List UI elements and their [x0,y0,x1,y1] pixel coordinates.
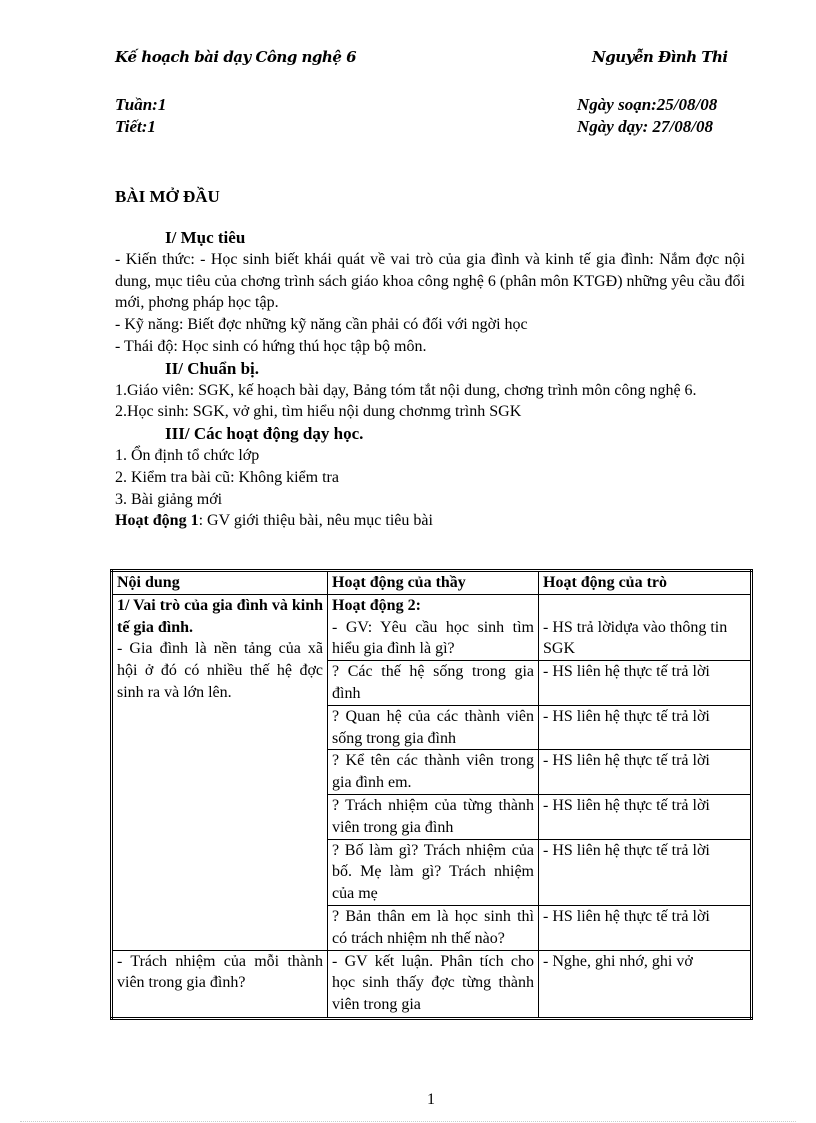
student-cell: - HS liên hệ thực tế trả lời [539,661,752,706]
teacher-cell: ? Quan hệ của các thành viên sống trong gia đình [328,705,539,750]
student-item: - HS trả lờidựa vào thông tin SGK [543,618,728,658]
header-teacher: Hoạt động của thầy [328,571,539,595]
activity-1-line [115,510,745,532]
teacher-cell: ? Các thế hệ sống trong gia đình [328,661,539,706]
page-number: 1 [427,1091,435,1108]
lesson-body [115,227,745,532]
student-cell: - HS liên hệ thực tế trả lời [539,794,752,839]
preparation-student: 2.Học sinh: SGK, vở ghi, tìm hiểu nội dung chơnmg trình SGK [115,403,522,421]
activities-heading: III/ Các hoạt động dạy học. [165,424,364,444]
teacher-item: - GV: Yêu cầu học sinh tìm hiểu gia đình là gì? [332,618,534,658]
teacher-cell: ? Trách nhiệm của từng thành viên trong gia đình [328,794,539,839]
header-left: Kế hoạch bài dạy Công nghệ 6 [115,48,357,66]
table-header-row [112,571,752,595]
student-cell [539,594,752,660]
teacher-cell: - GV kết luận. Phân tích cho học sinh thấy đợc từng thành viên trong gia [328,950,539,1018]
student-cell: - HS liên hệ thực tế trả lời [539,905,752,950]
activity-1-text: : GV giới thiệu bài, nêu mục tiêu bài [198,512,433,530]
preparation-heading: II/ Chuẩn bị. [165,358,260,378]
teach-date: Ngày dạy: 27/08/08 [577,117,713,136]
preparation-teacher: 1.Giáo viên: SGK, kế hoạch bài dạy, Bảng tóm tắt nội dung, chơng trình môn công nghệ 6. [115,381,697,399]
content-cell: - Trách nhiệm của mỗi thành viên trong gia đình? [112,950,328,1018]
header-student: Hoạt động của trò [539,571,752,595]
student-cell: - HS liên hệ thực tế trả lời [539,839,752,905]
objective-knowledge: - Kiến thức: - Học sinh biết khái quát về vai trò của gia đình và kinh tế gia đình: Nắm đợc nội dung, mục tiêu của chơng trình sách giáo khoa công nghệ 6 (phân môn KTGĐ) những yêu cầu đổi mới, phơng pháp học tập. [115,250,745,312]
teacher-cell: ? Bản thân em là học sinh thì có trách nhiệm nh thế nào? [328,905,539,950]
student-cell: - HS liên hệ thực tế trả lời [539,750,752,795]
activity-1-label: Hoạt động 1 [115,512,199,530]
lesson-plan-table [110,569,753,1020]
content-cell [112,594,328,950]
activity-step-2: 2. Kiểm tra bài cũ: Không kiểm tra [115,468,339,486]
objective-attitude: - Thái độ: Học sinh có hứng thú học tập bộ môn. [115,337,427,355]
header-right: Nguyễn Đình Thi [592,48,728,66]
table-row [112,594,752,660]
student-cell: - Nghe, ghi nhớ, ghi vở [539,950,752,1018]
content-heading: 1/ Vai trò của gia đình và kinh tế gia đình. [117,596,323,636]
content-text: - Gia đình là nền tảng của xã hội ở đó có nhiều thế hệ đợc sinh ra và lớn lên. [117,640,323,701]
teacher-heading: Hoạt động 2: [332,596,421,614]
student-cell: - HS liên hệ thực tế trả lời [539,705,752,750]
activity-step-3: 3. Bài giảng mới [115,490,223,508]
objective-skills: - Kỹ năng: Biết đợc những kỹ năng cần phải có đối với ngời học [115,316,528,334]
teacher-cell [328,594,539,660]
table-row [112,950,752,1018]
teacher-cell: ? Kể tên các thành viên trong gia đình em. [328,750,539,795]
header-content: Nội dung [112,571,328,595]
week-label: Tuần:1 [115,95,167,114]
activity-step-1: 1. Ổn định tổ chức lớp [115,446,260,464]
objectives-heading: I/ Mục tiêu [165,228,246,247]
lesson-title: BÀI MỞ ĐẦU [115,187,220,206]
prep-date: Ngày soạn:25/08/08 [577,95,718,114]
period-label: Tiết:1 [115,117,156,136]
teacher-cell: ? Bố làm gì? Trách nhiệm của bố. Mẹ làm gì? Trách nhiệm của mẹ [328,839,539,905]
footer-divider [20,1121,796,1122]
